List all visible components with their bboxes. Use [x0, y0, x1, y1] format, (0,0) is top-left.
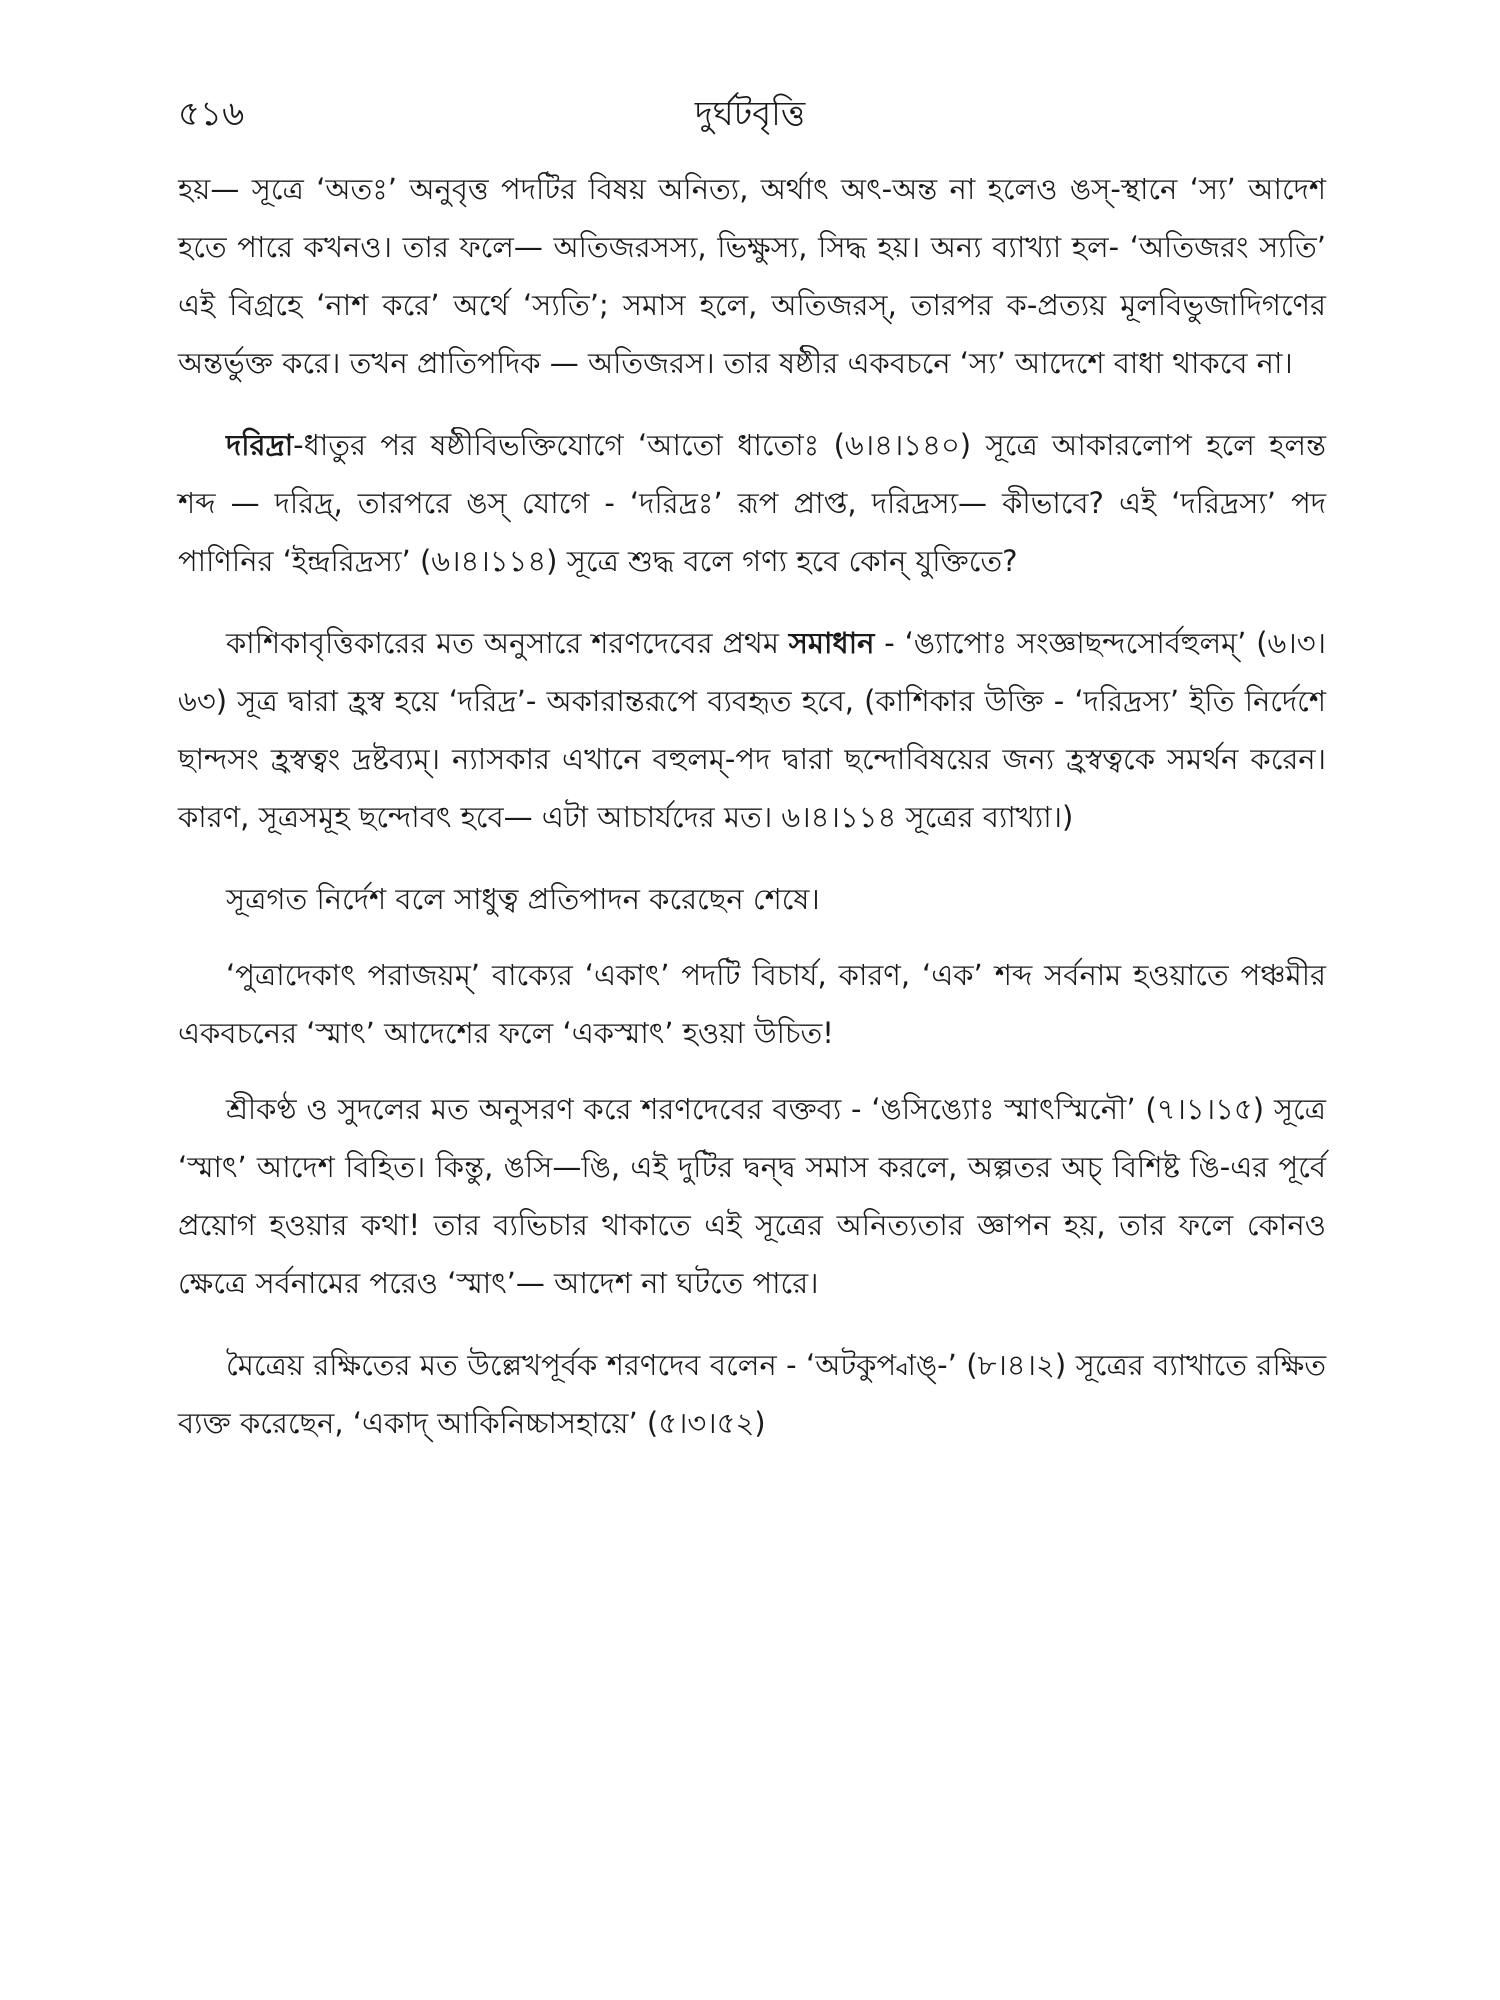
term-samadhan: সমাধান: [788, 626, 875, 660]
running-head: [178, 84, 1322, 144]
text-body: [178, 160, 1326, 1452]
book-title: দুর্ঘটবৃত্তি: [694, 94, 806, 134]
paragraph-maitreya: মৈত্রেয় রক্ষিতের মত উল্লেখপূর্বক শরণদেব বলেন - ‘অটকুপ্বাঙ্-’ (৮।৪।২) সূত্রের ব্যাখাতে রক্ষিত ব্যক্ত করেছেন, ‘একাদ্ আকিনিচ্চাসহায়ে’ (৫।৩।৫২): [178, 1348, 1326, 1440]
paragraph-continuation: হয়— সূত্রে ‘অতঃ’ অনুবৃত্ত পদটির বিষয় অনিত্য, অর্থাৎ অৎ-অন্ত না হলেও ঙস্-স্থানে ‘স্য’ আদেশ হতে পারে কখনও। তার ফলে— অতিজরসস্য, ভিক্ষুস্য, সিদ্ধ হয়। অন্য ব্যাখ্যা হল- ‘অতিজরং স্যতি’ এই বিগ্রহে ‘নাশ করে’ অর্থে ‘স্যতি’; সমাস হলে, অতিজরস্, তারপর ক-প্রত্যয় মূলবিভুজাদিগণের অন্তর্ভুক্ত করে। তখন প্রাতিপদিক — অতিজরস। তার ষষ্ঠীর একবচনে ‘স্য’ আদেশে বাধা থাকবে না।: [178, 172, 1326, 380]
paragraph-sutragata: সূত্রগত নির্দেশ বলে সাধুত্ব প্রতিপাদন করেছেন শেষে।: [226, 882, 820, 916]
paragraph-kashika-after: - ‘ঙ্যাপোঃ সংজ্ঞাছন্দসোর্বহুলম্’ (৬।৩।৬৩) সূত্র দ্বারা হ্রস্ব হয়ে ‘দরিদ্র’- অকারান্তরূপে ব্যবহৃত হবে, (কাশিকার উক্তি - ‘দরিদ্রস্য’ ইতি নির্দেশে ছান্দসং হ্রস্বত্বং দ্রষ্টব্যম্। ন্যাসকার এখানে বহুলম্-পদ দ্বারা ছন্দোবিষয়ের জন্য হ্রস্বত্বকে সমর্থন করেন। কারণ, সূত্রসমূহ ছন্দোবৎ হবে— এটা আচার্যদের মত। ৬।৪।১১৪ সূত্রের ব্যাখ্যা।): [178, 626, 1326, 834]
paragraph-daridra: [178, 416, 1326, 590]
headword-daridra: দরিদ্রা: [226, 428, 294, 462]
paragraph-srikantha: শ্রীকণ্ঠ ও সুদলের মত অনুসরণ করে শরণদেবের বক্তব্য - ‘ঙসিঙ্যোঃ স্মাৎস্মিনৌ’ (৭।১।১৫) সূত্রে ‘স্মাৎ’ আদেশ বিহিত। কিন্তু, ঙসি—ঙি, এই দুটির দ্বন্দ্ব সমাস করলে, অল্পতর অচ্ বিশিষ্ট ঙি-এর পূর্বে প্রয়োগ হওয়ার কথা! তার ব্যভিচার থাকাতে এই সূত্রের অনিত্যতার জ্ঞাপন হয়, তার ফলে কোনও ক্ষেত্রে সর্বনামের পরেও ‘স্মাৎ’— আদেশ না ঘটতে পারে।: [178, 1092, 1326, 1300]
page-number: ৫১৬: [178, 94, 245, 134]
paragraph-daridra-text: -ধাতুর পর ষষ্ঠীবিভক্তিযোগে ‘আতো ধাতোঃ (৬।৪।১৪০) সূত্রে আকারলোপ হলে হলন্ত শব্দ — দরিদ্র্, তারপরে ঙস্ যোগে - ‘দরিদ্রঃ’ রূপ প্রাপ্ত, দরিদ্রস্য— কীভাবে? এই ‘দরিদ্রস্য’ পদ পাণিনির ‘ইন্দ্ররিদ্রস্য’ (৬।৪।১১৪) সূত্রে শুদ্ধ বলে গণ্য হবে কোন্ যুক্তিতে?: [178, 428, 1326, 578]
paragraph-kashika: [178, 614, 1326, 846]
paragraph-kashika-before: কাশিকাবৃত্তিকারের মত অনুসারে শরণদেবের প্রথম: [226, 626, 789, 660]
paragraph-putrat: ‘পুত্রাদেকাৎ পরাজয়ম্’ বাক্যের ‘একাৎ’ পদটি বিচার্য, কারণ, ‘এক’ শব্দ সর্বনাম হওয়াতে পঞ্চমীর একবচনের ‘স্মাৎ’ আদেশের ফলে ‘একস্মাৎ’ হওয়া উচিত!: [178, 958, 1326, 1050]
